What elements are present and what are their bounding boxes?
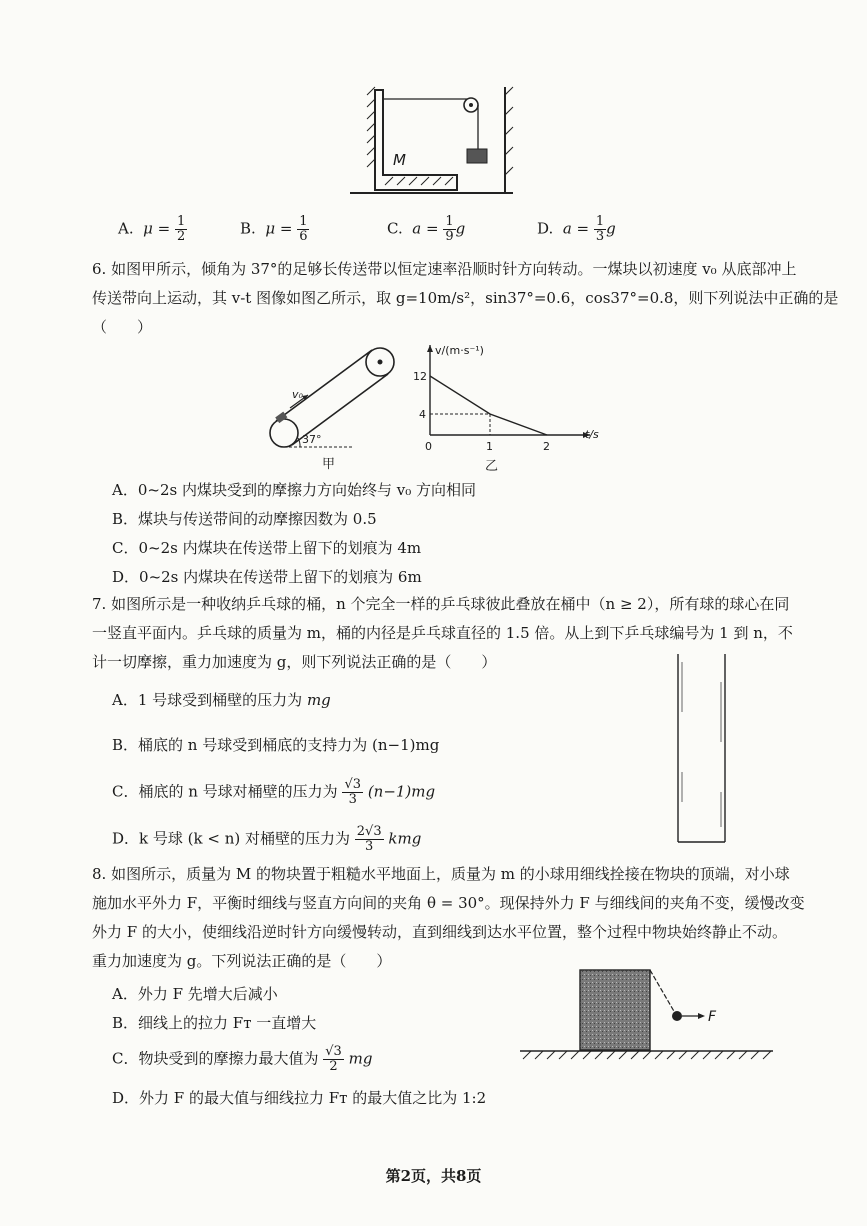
q5-option-a[interactable]: A. μ = $\frac{1}{2}$ xyxy=(118,214,186,244)
page-footer: 第2页，共8页 xyxy=(385,1167,482,1185)
q6-options xyxy=(112,476,476,592)
q6-angle-label: 37° xyxy=(302,433,322,446)
q6-figure-vt-graph xyxy=(405,340,605,475)
q7-figure-bucket xyxy=(670,652,740,847)
q6-v0-label: v₀ xyxy=(292,388,303,401)
q6-x-tick-2: 2 xyxy=(543,440,550,453)
q6-y-tick-4: 4 xyxy=(419,408,426,421)
q6-y-tick-12: 12 xyxy=(413,370,427,383)
q6-option-b[interactable]: B．煤块与传送带间的动摩擦因数为 0.5 xyxy=(112,510,377,528)
q5-option-d[interactable]: D. a = $\frac{1}{3}$ g xyxy=(537,214,616,244)
q6-y-axis-label: v/(m·s⁻¹) xyxy=(435,344,484,357)
fraction: $\frac{2√3}{3}$ xyxy=(356,824,382,854)
q6-x-axis-label: t/s xyxy=(585,428,599,441)
q6-figure-conveyor xyxy=(262,340,402,475)
q8-option-a[interactable]: A．外力 F 先增大后减小 xyxy=(112,985,278,1003)
q8-option-c[interactable]: C．物块受到的摩擦力最大值为 $\frac{√3}{2}$ mg xyxy=(112,1044,373,1074)
q7-option-a[interactable]: A．1 号球受到桶壁的压力为 mg xyxy=(112,691,331,709)
q8-stem: 8. 如图所示，质量为 M 的物块置于粗糙水平地面上，质量为 m 的小球用细线拴接在物块的顶端，对小球 施加水平外力 F，平衡时细线与竖直方向间的夹角 θ = 30°。现保持外力 F 与细线间的夹角不变，缓慢改变 外力 F 的大小，使细线沿逆时针方向缓慢转动，直到细线到达水平位置，整个过程中物块始终静止不动。 重力加速度为 g。下列说法正确的是（ ） xyxy=(92,865,805,970)
fraction: $\frac{1}{3}$ xyxy=(595,214,605,244)
fraction: $\frac{1}{6}$ xyxy=(299,214,308,244)
q7-option-c[interactable]: C．桶底的 n 号球对桶壁的压力为 $\frac{√3}{3}$ (n−1)mg xyxy=(112,777,436,807)
q7-stem: 7. 如图所示是一种收纳乒乓球的桶，n 个完全一样的乒乓球彼此叠放在桶中（n ≥ 2），所有球的球心在同 一竖直平面内。乒乓球的质量为 m，桶的内径是乒乓球直径的 1.5 倍。从上到下乒乓球编号为 1 到 n，不 计一切摩擦，重力加速度为 g，则下列说法正确的是（ ） xyxy=(92,595,793,671)
q8-option-d[interactable]: D．外力 F 的最大值与细线拉力 Fᴛ 的最大值之比为 1:2 xyxy=(112,1089,487,1107)
q8-force-label: F xyxy=(708,1009,717,1025)
q5-label-m: M xyxy=(393,151,406,169)
q6-option-d[interactable]: D．0~2s 内煤块在传送带上留下的划痕为 6m xyxy=(112,568,422,586)
q6-option-a[interactable]: A．0~2s 内煤块受到的摩擦力方向始终与 v₀ 方向相同 xyxy=(112,481,476,499)
fraction: $\frac{1}{2}$ xyxy=(177,214,186,244)
fraction: $\frac{1}{9}$ xyxy=(445,214,454,244)
q5-option-c[interactable]: C. a = $\frac{1}{9}$ g xyxy=(387,214,466,244)
q6-x-tick-0: 0 xyxy=(425,440,432,453)
q8-figure-block-ball xyxy=(515,965,780,1060)
q7-option-b[interactable]: B．桶底的 n 号球受到桶底的支持力为 (n−1)mg xyxy=(112,736,440,754)
q8-option-b[interactable]: B．细线上的拉力 Fᴛ 一直增大 xyxy=(112,1014,317,1032)
q6-option-c[interactable]: C．0~2s 内煤块在传送带上留下的划痕为 4m xyxy=(112,539,422,557)
fraction: $\frac{√3}{3}$ xyxy=(344,777,362,807)
q6-fig-b-caption: 乙 xyxy=(485,459,499,474)
q5-option-b[interactable]: B. μ = $\frac{1}{6}$ xyxy=(240,214,308,244)
q8-options-ab xyxy=(112,980,316,1038)
q6-fig-a-caption: 甲 xyxy=(322,457,336,472)
q6-stem: 6. 如图甲所示，倾角为 37°的足够长传送带以恒定速率沿顺时针方向转动。一煤块以初速度 v₀ 从底部冲上 传送带向上运动，其 v-t 图像如图乙所示，取 g=10m/s²，sin37°=0.6，cos37°=0.8，则下列说法中正确的是 （ ） xyxy=(92,260,839,336)
q6-x-tick-1: 1 xyxy=(486,440,493,453)
fraction: $\frac{√3}{2}$ xyxy=(325,1044,342,1074)
q7-option-d[interactable]: D．k 号球 (k < n) 对桶壁的压力为 $\frac{2√3}{3}$ kmg xyxy=(112,824,422,854)
q5-figure xyxy=(345,85,520,205)
